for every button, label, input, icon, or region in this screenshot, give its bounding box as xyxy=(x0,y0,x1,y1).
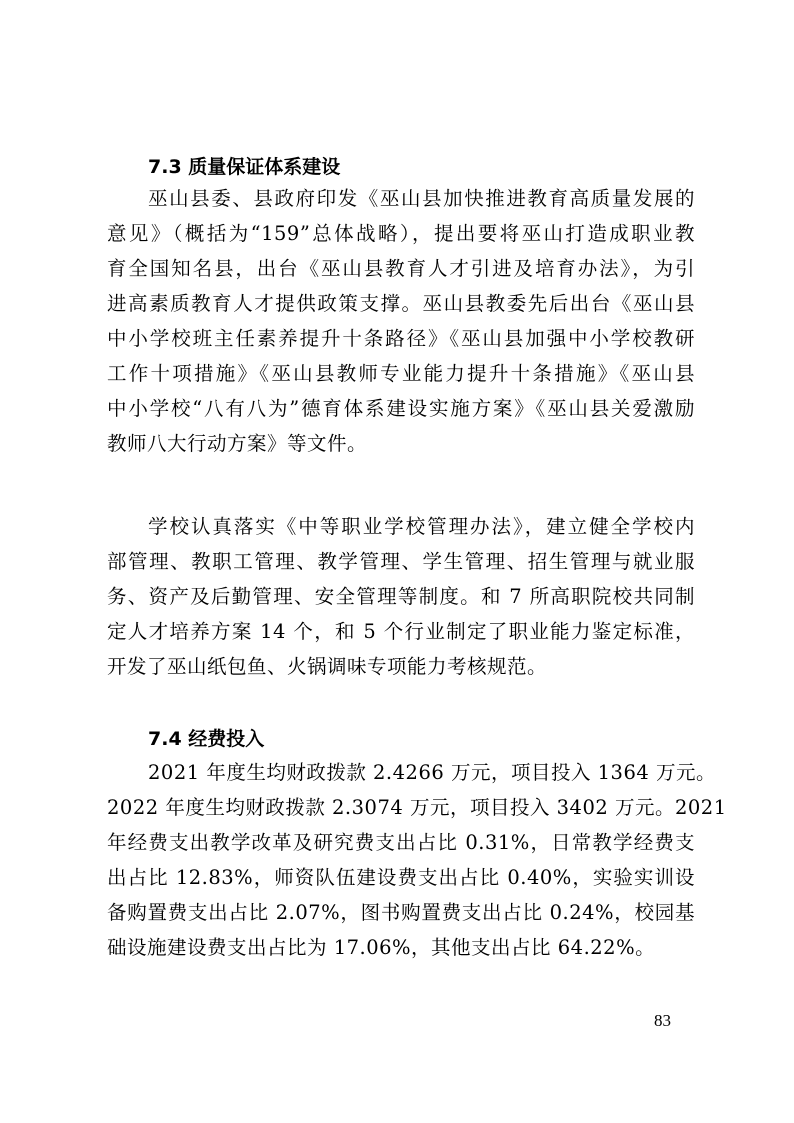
paragraph-line: 2021 年度生均财政拨款 2.4266 万元，项目投入 1364 万元。 xyxy=(148,761,716,784)
paragraph-line: 中小学校班主任素养提升十条路径》《巫山县加强中小学校教研 xyxy=(107,327,695,350)
paragraph-line: 出占比 12.83%，师资队伍建设费支出占比 0.40%，实验实训设 xyxy=(107,866,695,889)
paragraph-line: 础设施建设费支出占比为 17.06%，其他支出占比 64.22%。 xyxy=(107,936,656,959)
paragraph-line: 学校认真落实《中等职业学校管理办法》，建立健全学校内 xyxy=(148,515,695,538)
paragraph-line: 务、资产及后勤管理、安全管理等制度。和 7 所高职院校共同制 xyxy=(107,585,695,608)
section-heading-7-3: 7.3 质量保证体系建设 xyxy=(148,156,341,178)
paragraph-line: 工作十项措施》《巫山县教师专业能力提升十条措施》《巫山县 xyxy=(107,362,695,385)
paragraph-line: 2022 年度生均财政拨款 2.3074 万元，项目投入 3402 万元。2021 xyxy=(107,796,727,819)
paragraph-line: 巫山县委、县政府印发《巫山县加快推进教育高质量发展的 xyxy=(148,187,695,210)
page-number: 83 xyxy=(654,1011,671,1030)
paragraph-line: 育全国知名县，出台《巫山县教育人才引进及培育办法》，为引 xyxy=(107,257,695,280)
paragraph-line: 意见》（概括为“159”总体战略），提出要将巫山打造成职业教 xyxy=(107,222,695,245)
paragraph-line: 年经费支出教学改革及研究费支出占比 0.31%，日常教学经费支 xyxy=(107,831,695,854)
paragraph-line: 定人才培养方案 14 个，和 5 个行业制定了职业能力鉴定标准， xyxy=(107,620,695,643)
paragraph-line: 备购置费支出占比 2.07%，图书购置费支出占比 0.24%，校园基 xyxy=(107,901,695,924)
paragraph-line: 中小学校“八有八为”德育体系建设实施方案》《巫山县关爱激励 xyxy=(107,397,695,420)
paragraph-line: 进高素质教育人才提供政策支撑。巫山县教委先后出台《巫山县 xyxy=(107,292,695,315)
paragraph-line: 教师八大行动方案》等文件。 xyxy=(107,432,368,455)
paragraph-line: 开发了巫山纸包鱼、火锅调味专项能力考核规范。 xyxy=(107,655,548,678)
paragraph-line: 部管理、教职工管理、教学管理、学生管理、招生管理与就业服 xyxy=(107,550,695,573)
section-heading-7-4: 7.4 经费投入 xyxy=(148,728,265,750)
